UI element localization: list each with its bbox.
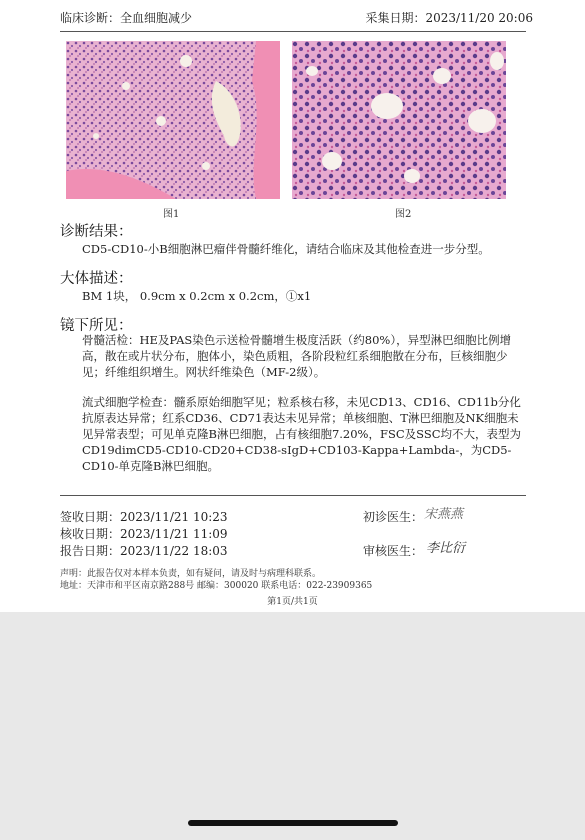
footer-divider <box>60 495 526 496</box>
histology-image-1-graphic <box>66 41 280 199</box>
first-doctor-label: 初诊医生： <box>363 510 424 524</box>
first-doctor-signature: 宋燕燕 <box>424 507 464 522</box>
review-doctor-label: 审核医生： <box>363 544 424 558</box>
diagnosis-heading: 诊断结果： <box>60 224 133 240</box>
microscopic-heading: 镜下所见： <box>60 318 133 334</box>
checked-date: 核收日期：2023/11/21 11:09 <box>60 527 228 541</box>
figure-1-caption: 图1 <box>163 209 180 220</box>
histology-image-1 <box>66 41 280 199</box>
diagnosis-text: CD5-CD10-小B细胞淋巴瘤伴骨髓纤维化，请结合临床及其他检查进一步分型。 <box>82 242 490 256</box>
home-indicator[interactable] <box>188 820 398 826</box>
gross-text: BM 1块， 0.9cm x 0.2cm x 0.2cm，①x1 <box>82 289 312 303</box>
header-divider <box>60 31 526 32</box>
figure-2-caption: 图2 <box>395 209 412 220</box>
histology-image-2-graphic <box>292 41 506 199</box>
histology-image-2 <box>292 41 506 199</box>
reported-date: 报告日期：2023/11/22 18:03 <box>60 544 228 558</box>
collection-date: 采集日期：2023/11/20 20:06 <box>365 11 533 25</box>
gross-heading: 大体描述： <box>60 271 133 287</box>
review-doctor-signature: 李比衍 <box>426 541 466 556</box>
received-date: 签收日期：2023/11/21 10:23 <box>60 510 228 524</box>
header-row <box>60 9 533 25</box>
address: 地址：天津市和平区南京路288号 邮编：300020 联系电话：022-23909365 <box>60 581 373 591</box>
microscopic-paragraph-2: 流式细胞学检查：髓系原始细胞罕见；粒系核右移，未见CD13、CD16、CD11b分化抗原表达异常；红系CD36、CD71表达未见异常；单核细胞、T淋巴细胞及NK细胞未见异常表型；可见单克隆B淋巴细胞，占有核细胞7.20%，FSC及SSC均不大，表型为CD19dimCD5-CD10-CD20+CD38-sIgD+CD103-Kappa+Lambda-，为CD5-CD10-单克隆B淋巴细胞。 <box>82 395 521 473</box>
disclaimer: 声明：此报告仅对本样本负责，如有疑问，请及时与病理科联系。 <box>60 569 322 579</box>
page-number: 第1页/共1页 <box>267 597 318 607</box>
microscopic-paragraph-1: 骨髓活检：HE及PAS染色示送检骨髓增生极度活跃（约80%），异型淋巴细胞比例增高，散在或片状分布，胞体小，染色质粗，各阶段粒红系细胞散在分布，巨核细胞少见；纤维组织增生。网状纤维染色（MF-2级）。 <box>82 333 512 379</box>
clinical-diagnosis: 临床诊断：全血细胞减少 <box>60 11 193 25</box>
